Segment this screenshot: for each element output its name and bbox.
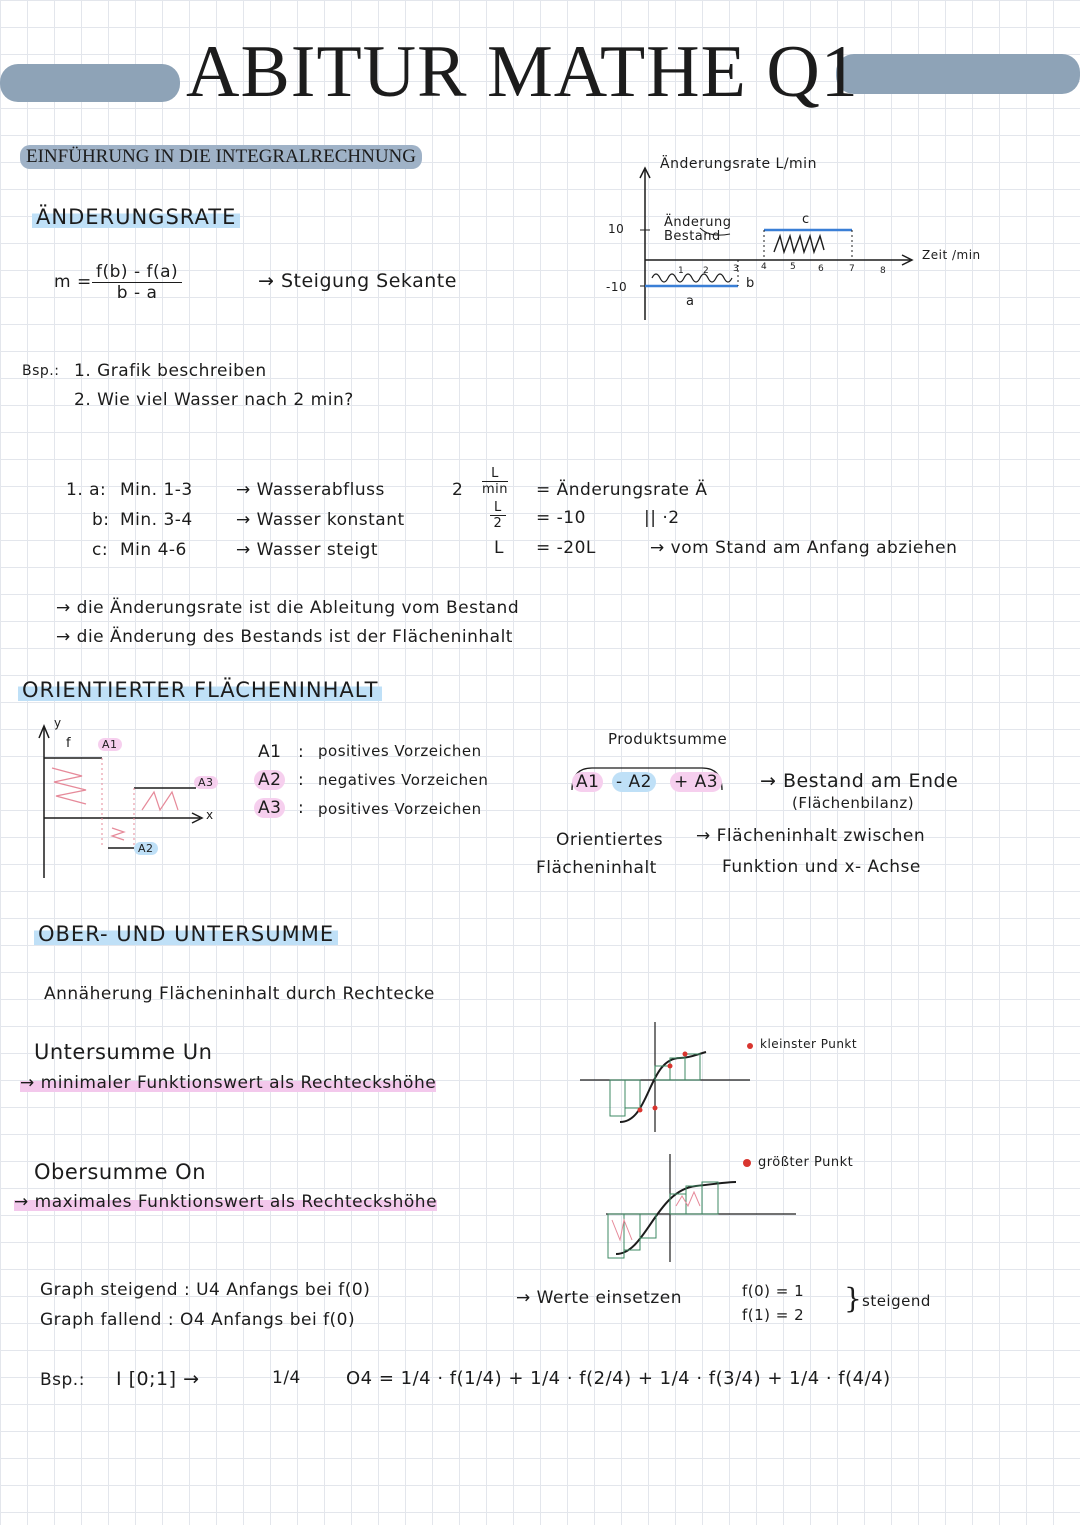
unter-desc: → minimaler Funktionswert als Rechteckshöhe bbox=[20, 1073, 437, 1093]
ober-formula: O4 = 1/4 · f(1/4) + 1/4 · f(2/4) + 1/4 · f(3/4) + 1/4 · f(4/4) bbox=[346, 1368, 891, 1389]
chart-label-b: b bbox=[746, 276, 755, 291]
heading-ober-untersumme: OBER- UND UNTERSUMME bbox=[34, 922, 338, 946]
answer-a-label: 1. a: bbox=[66, 480, 107, 500]
chart-y-tick-neg10: -10 bbox=[606, 280, 628, 294]
sum-result: → Bestand am Ende bbox=[760, 770, 959, 792]
ober-desc: → maximales Funktionswert als Rechteckshöhe bbox=[14, 1192, 438, 1212]
rule-2: Graph fallend : O4 Anfangs bei f(0) bbox=[40, 1310, 356, 1330]
heading-orientierter-flaecheninhalt: ORIENTIERTER FLÄCHENINHALT bbox=[18, 678, 382, 702]
calc-line-3-lhs: L bbox=[494, 538, 504, 558]
legend-a2-desc: negatives Vorzeichen bbox=[318, 771, 489, 789]
ober-legend-dot bbox=[742, 1158, 752, 1168]
page-title: ABITUR MATHE Q1 bbox=[186, 31, 859, 113]
calc-line-2: = -10 bbox=[536, 508, 586, 528]
conclusion-2: → die Änderung des Bestands ist der Flächeninhalt bbox=[56, 627, 513, 647]
calc-line-1: = Änderungsrate Ä bbox=[536, 480, 708, 500]
legend-a2-name: A2 bbox=[254, 770, 285, 790]
intro-text: Annäherung Flächeninhalt durch Rechtecke bbox=[44, 984, 435, 1004]
section-heading-integral: EINFÜHRUNG IN DIE INTEGRALRECHNUNG bbox=[20, 145, 422, 169]
legend-a3-desc: positives Vorzeichen bbox=[318, 800, 482, 818]
rate-chart bbox=[590, 150, 1010, 330]
calc2-frac bbox=[490, 500, 506, 531]
task-1: 1. Grafik beschreiben bbox=[74, 361, 267, 381]
example-2-label: Bsp.: bbox=[40, 1370, 85, 1390]
calc-line-3-note: → vom Stand am Anfang abziehen bbox=[650, 538, 958, 558]
legend-a1-desc: positives Vorzeichen bbox=[318, 742, 482, 760]
answer-c-label: c: bbox=[92, 540, 109, 560]
title-bar-left bbox=[0, 64, 180, 102]
example-label: Bsp.: bbox=[22, 363, 60, 379]
legend-a1-name: A1 bbox=[258, 742, 282, 762]
product-sum-label: Produktsumme bbox=[608, 730, 728, 748]
graph-label-x: x bbox=[206, 808, 214, 822]
unter-title: Untersumme Un bbox=[34, 1040, 213, 1064]
unter-legend-dot bbox=[746, 1042, 754, 1050]
value-brace: } bbox=[844, 1282, 863, 1315]
sum-result-note: (Flächenbilanz) bbox=[792, 794, 915, 812]
oriented-desc-1: → Flächeninhalt zwischen bbox=[696, 826, 926, 846]
legend-a1-sep: : bbox=[298, 742, 305, 762]
formula-fraction bbox=[92, 262, 182, 303]
calc-frac-num: L bbox=[482, 466, 508, 482]
interval: I [0;1] → bbox=[116, 1368, 200, 1390]
graph-label-a2: A2 bbox=[134, 842, 158, 855]
heading-aenderungsrate: ÄNDERUNGSRATE bbox=[32, 205, 240, 229]
answer-c-range: Min 4-6 bbox=[120, 540, 187, 560]
formula-lhs: m = bbox=[54, 272, 92, 292]
x-tick-3: 3 bbox=[733, 264, 739, 274]
calc-prefix: 2 bbox=[452, 480, 464, 500]
answer-b-label: b: bbox=[92, 510, 110, 530]
chart-annotation: Änderung Bestand bbox=[664, 215, 732, 244]
graph-label-a1: A1 bbox=[98, 738, 122, 751]
oriented-desc-2: Funktion und x- Achse bbox=[722, 857, 921, 877]
rule-1: Graph steigend : U4 Anfangs bei f(0) bbox=[40, 1280, 371, 1300]
chart-x-label: Zeit /min bbox=[922, 248, 981, 262]
value-f1: f(1) = 2 bbox=[742, 1306, 805, 1324]
insert-note: → Werte einsetzen bbox=[516, 1288, 683, 1308]
oriented-label-1: Orientiertes bbox=[556, 830, 664, 850]
legend-a3-sep: : bbox=[298, 798, 305, 818]
unter-legend: kleinster Punkt bbox=[760, 1037, 858, 1051]
graph-label-f: f bbox=[66, 736, 72, 751]
chart-label-c: c bbox=[802, 212, 810, 227]
formula-note: → Steigung Sekante bbox=[258, 270, 457, 292]
graph-label-y: y bbox=[54, 716, 62, 730]
x-tick-2: 2 bbox=[703, 266, 709, 276]
answer-a-desc: → Wasserabfluss bbox=[236, 480, 385, 500]
unter-graph bbox=[580, 1018, 760, 1138]
x-tick-7: 7 bbox=[849, 264, 855, 274]
graph-label-a3: A3 bbox=[194, 776, 218, 789]
title-bar-right bbox=[836, 54, 1080, 94]
chart-y-tick-10: 10 bbox=[608, 222, 625, 236]
legend-a2-sep: : bbox=[298, 770, 305, 790]
calc-line-2-note: || ·2 bbox=[644, 508, 680, 528]
value-f0: f(0) = 1 bbox=[742, 1282, 805, 1300]
ober-title: Obersumme On bbox=[34, 1160, 207, 1184]
x-tick-1: 1 bbox=[678, 266, 684, 276]
oriented-label-2: Flächeninhalt bbox=[536, 858, 657, 878]
sum-a1: A1 bbox=[572, 772, 603, 792]
x-tick-4: 4 bbox=[761, 262, 767, 272]
calc2-frac-den: 2 bbox=[493, 516, 503, 531]
formula-numerator: f(b) - f(a) bbox=[92, 262, 182, 283]
calc-line-3: = -20L bbox=[536, 538, 596, 558]
sum-a2: - A2 bbox=[612, 772, 656, 792]
x-tick-5: 5 bbox=[790, 262, 796, 272]
answer-b-desc: → Wasser konstant bbox=[236, 510, 405, 530]
x-tick-6: 6 bbox=[818, 264, 824, 274]
values-note: steigend bbox=[862, 1292, 931, 1310]
calc2-frac-num: L bbox=[490, 500, 506, 516]
calc-frac-den: min bbox=[482, 482, 509, 497]
interval-frac: 1/4 bbox=[272, 1368, 301, 1388]
answer-a-range: Min. 1-3 bbox=[120, 480, 193, 500]
task-2: 2. Wie viel Wasser nach 2 min? bbox=[74, 390, 354, 410]
answer-c-desc: → Wasser steigt bbox=[236, 540, 379, 560]
area-graph bbox=[30, 718, 250, 888]
chart-label-a: a bbox=[686, 294, 695, 309]
formula-denominator: b - a bbox=[116, 283, 158, 303]
legend-a3-name: A3 bbox=[254, 798, 285, 818]
sum-a3: + A3 bbox=[670, 772, 722, 792]
ober-legend: größter Punkt bbox=[758, 1155, 854, 1170]
answer-b-range: Min. 3-4 bbox=[120, 510, 193, 530]
x-tick-8: 8 bbox=[880, 266, 886, 276]
conclusion-1: → die Änderungsrate ist die Ableitung vom Bestand bbox=[56, 598, 520, 618]
calc-frac bbox=[482, 466, 508, 497]
chart-y-label: Änderungsrate L/min bbox=[660, 156, 817, 172]
